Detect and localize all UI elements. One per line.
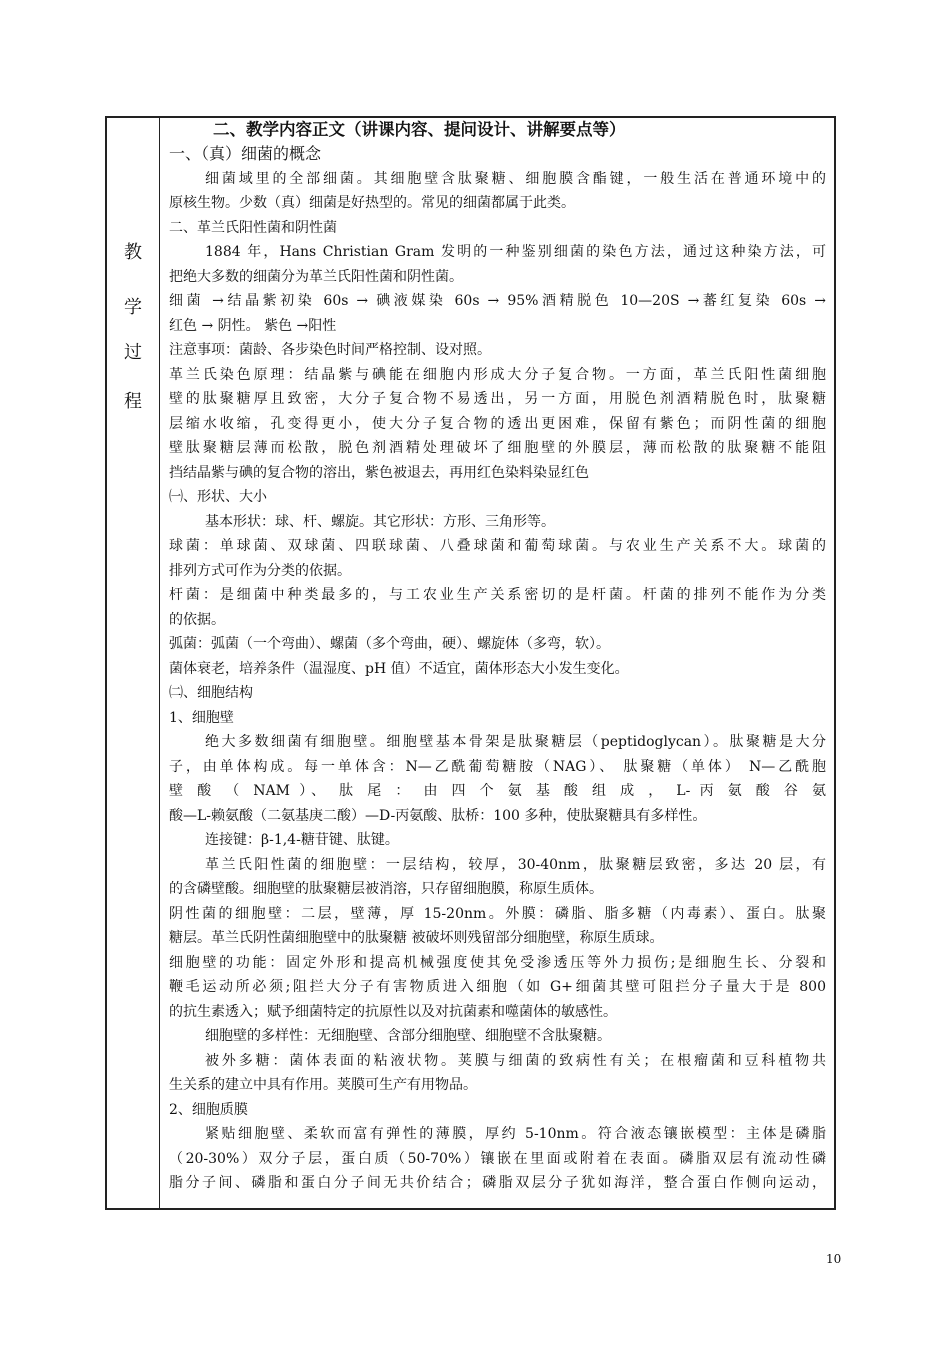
- paragraph-line: 革兰氏阳性菌的细胞壁：一层结构，较厚，30-40nm，肽聚糖层致密，多达 20 层，有: [205, 856, 826, 873]
- paragraph-line: （20-30%）双分子层，蛋白质（50-70%）镶嵌在里面或附着在表面。磷脂双层有流动性磷: [169, 1150, 826, 1167]
- paragraph-line: 把绝大多数的细菌分为革兰氏阳性菌和阴性菌。: [169, 268, 463, 285]
- paragraph-line: 脂分子间、磷脂和蛋白分子间无共价结合；磷脂双层分子犹如海洋，整合蛋白作侧向运动，: [169, 1175, 826, 1191]
- paragraph-line: 紧贴细胞壁、柔软而富有弹性的薄膜，厚约 5-10nm。符合液态镶嵌模型：主体是磷脂: [205, 1126, 826, 1142]
- paragraph-line: 子，由单体构成。每一单体含：N—乙酰葡萄糖胺（NAG）、 肽聚糖（单体） N—乙酰胞: [169, 758, 826, 775]
- paragraph-line: 注意事项：菌龄、各步染色时间严格控制、设对照。: [169, 342, 491, 358]
- paragraph-line: 的依据。: [169, 611, 225, 628]
- paragraph-line: 糖层。革兰氏阴性菌细胞壁中的肽聚糖 被破坏则残留部分细胞壁，称原生质球。: [169, 930, 664, 946]
- paragraph-line: 杆菌：是细菌中种类最多的，与工农业生产关系密切的是杆菌。杆菌的排列不能作为分类: [169, 587, 826, 603]
- paragraph-line: 弧菌：弧菌（一个弯曲）、螺菌（多个弯曲，硬）、螺旋体（多弯，软）。: [169, 636, 610, 652]
- subheading: 一、（真）细菌的概念: [169, 144, 322, 163]
- paragraph-line: 被外多糖：菌体表面的粘液状物。荚膜与细菌的致病性有关；在根瘤菌和豆科植物共: [205, 1052, 826, 1069]
- section-heading: 二、教学内容正文（讲课内容、提问设计、讲解要点等）: [213, 120, 626, 139]
- subheading: 二、革兰氏阳性菌和阴性菌: [169, 219, 337, 236]
- paragraph-line: 连接键：β-1,4-糖苷键、肽键。: [205, 832, 399, 848]
- paragraph-line: 阴性菌的细胞壁：二层，壁薄，厚 15-20nm。外膜：磷脂、脂多糖（内毒素）、蛋白。肽聚: [169, 905, 826, 922]
- paragraph-line: 挡结晶紫与碘的复合物的溶出，紫色被退去，再用红色染料染显红色: [169, 464, 589, 481]
- subheading: ㈡、细胞结构: [169, 685, 253, 701]
- paragraph-line: 细菌 →结晶紫初染 60s → 碘液媒染 60s → 95%酒精脱色 10—20S →蕃红复染 60s →: [169, 293, 826, 309]
- paragraph-line: 细胞壁的功能：固定外形和提高机械强度使其免受渗透压等外力损伤;是细胞生长、分裂和: [169, 954, 826, 971]
- subheading: 2、细胞质膜: [169, 1101, 248, 1118]
- paragraph-line: 的含磷壁酸。细胞壁的肽聚糖层被消溶，只存留细胞膜，称原生质体。: [169, 881, 603, 897]
- subheading: 1、细胞壁: [169, 709, 234, 726]
- lesson-table: [105, 116, 836, 1210]
- paragraph-line: 壁肽聚糖层薄而松散，脱色剂酒精处理破坏了细胞壁的外膜层，薄而松散的肽聚糖不能阻: [169, 440, 826, 456]
- paragraph-line: 原核生物。少数（真）细菌是好热型的。常见的细菌都属于此类。: [169, 195, 575, 211]
- side-label: 过: [124, 342, 142, 363]
- paragraph-line: 细菌域里的全部细菌。其细胞壁含肽聚糖、细胞膜含酯键，一般生活在普通环境中的: [205, 170, 826, 187]
- paragraph-line: 的抗生素透入；赋予细菌特定的抗原性以及对抗菌素和噬菌体的敏感性。: [169, 1003, 617, 1020]
- paragraph-line: 壁的肽聚糖厚且致密，大分子复合物不易透出，另一方面，用脱色剂酒精脱色时，肽聚糖: [169, 391, 826, 407]
- subheading: ㈠、形状、大小: [169, 489, 267, 505]
- paragraph-line: 壁 酸 （ NAM ）、 肽 尾 ： 由 四 个 氨 基 酸 组 成 ， L- 丙 氨 酸 谷 氨: [169, 783, 826, 799]
- paragraph-line: 1884 年，Hans Christian Gram 发明的一种鉴别细菌的染色方法，通过这种染方法，可: [205, 244, 826, 260]
- side-label: 程: [124, 391, 142, 412]
- paragraph-line: 绝大多数细菌有细胞壁。细胞壁基本骨架是肽聚糖层（peptidoglycan）。肽聚糖是大分: [205, 734, 826, 750]
- side-label: 教: [124, 242, 142, 263]
- lesson-content: [169, 118, 826, 1196]
- paragraph-line: 排列方式可作为分类的依据。: [169, 562, 351, 579]
- paragraph-line: 菌体衰老，培养条件（温湿度、pH 值）不适宜，菌体形态大小发生变化。: [169, 660, 629, 677]
- paragraph-line: 红色 → 阴性。 紫色 →阳性: [169, 317, 337, 334]
- paragraph-line: 球菌：单球菌、双球菌、四联球菌、八叠球菌和葡萄球菌。与农业生产关系不大。球菌的: [169, 538, 826, 554]
- paragraph-line: 生关系的建立中具有作用。荚膜可生产有用物品。: [169, 1077, 477, 1093]
- paragraph-line: 酸—L-赖氨酸（二氨基庚二酸）—D-丙氨酸、肽桥：100 多种，使肽聚糖具有多样性。: [169, 807, 707, 824]
- page-number: 10: [826, 1252, 842, 1266]
- paragraph-line: 细胞壁的多样性：无细胞壁、含部分细胞壁、细胞壁不含肽聚糖。: [205, 1028, 611, 1044]
- paragraph-line: 鞭毛运动所必须;阻拦大分子有害物质进入细胞（如 G+细菌其壁可阻拦分子量大于是 800: [169, 979, 826, 995]
- paragraph-line: 层缩水收缩，孔变得更小，使大分子复合物的透出更困难，保留有紫色；而阴性菌的细胞: [169, 415, 826, 432]
- column-divider: [159, 118, 160, 1208]
- paragraph-line: 革兰氏染色原理：结晶紫与碘能在细胞内形成大分子复合物。一方面，革兰氏阳性菌细胞: [169, 366, 826, 383]
- side-label: 学: [124, 297, 142, 318]
- paragraph-line: 基本形状：球、杆、螺旋。其它形状：方形、三角形等。: [205, 513, 555, 530]
